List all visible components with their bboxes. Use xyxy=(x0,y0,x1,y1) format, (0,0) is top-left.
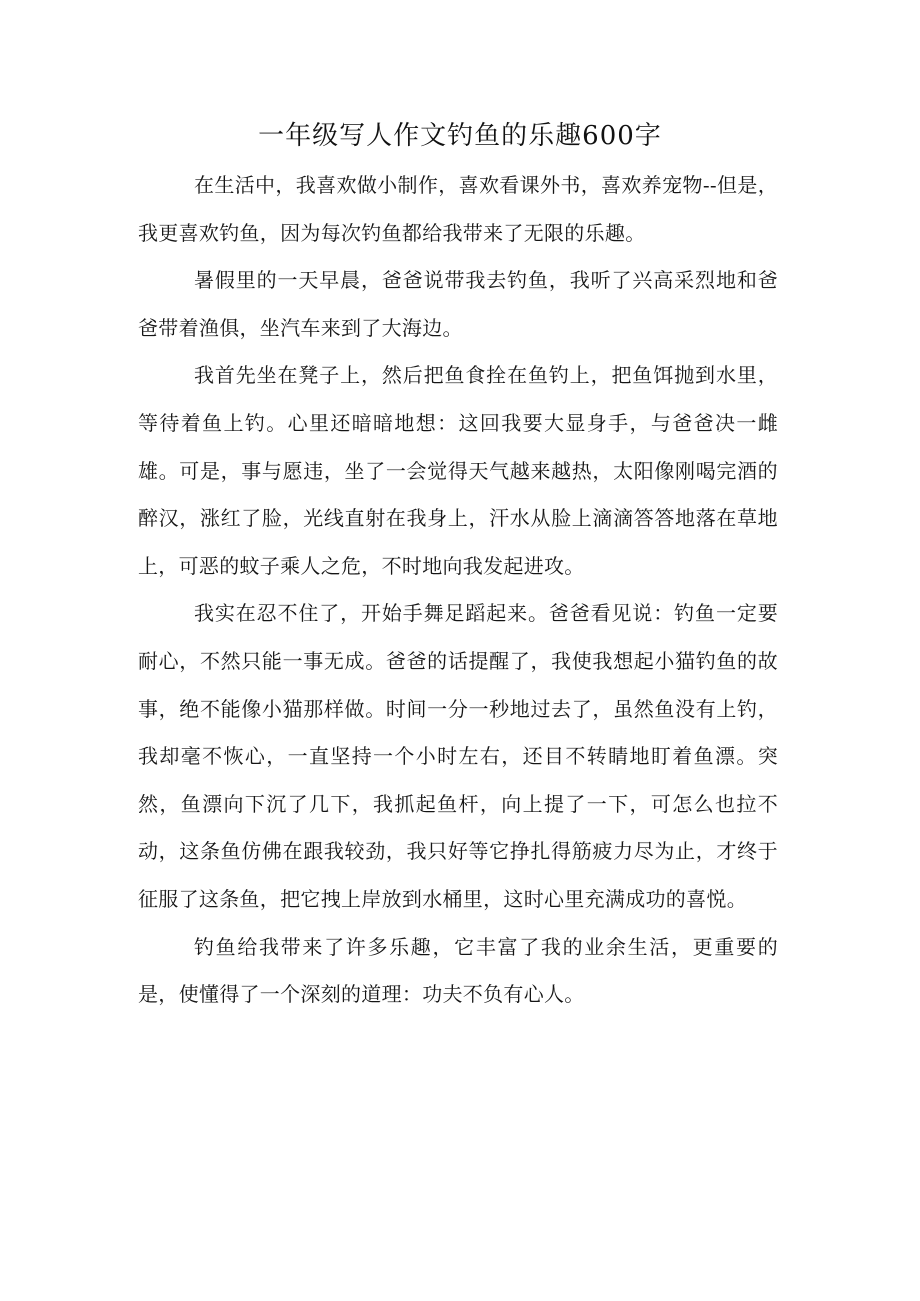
paragraph-5: 钓鱼给我带来了许多乐趣，它丰富了我的业余生活，更重要的是，使懂得了一个深刻的道理：功夫不负有心人。 xyxy=(138,934,778,1007)
paragraph-4: 我实在忍不住了，开始手舞足蹈起来。爸爸看见说：钓鱼一定要耐心，不然只能一事无成。爸爸的话提醒了，我使我想起小猫钓鱼的故事，绝不能像小猫那样做。时间一分一秒地过去了，虽然鱼没有上钓，我却毫不恢心，一直坚持一个小时左右，还目不转睛地盯着鱼漂。突然，鱼漂向下沉了几下，我抓起鱼杆，向上提了一下，可怎么也拉不动，这条鱼仿佛在跟我较劲，我只好等它挣扎得筋疲力尽为止，才终于征服了这条鱼，把它拽上岸放到水桶里，这时心里充满成功的喜悦。 xyxy=(138,601,778,911)
paragraph-3: 我首先坐在凳子上，然后把鱼食拴在鱼钓上，把鱼饵抛到水里，等待着鱼上钓。心里还暗暗地想：这回我要大显身手，与爸爸决一雌雄。可是，事与愿违，坐了一会觉得天气越来越热，太阳像刚喝完酒的醉汉，涨红了脸，光线直射在我身上，汗水从脸上滴滴答答地落在草地上，可恶的蚊子乘人之危，不时地向我发起进攻。 xyxy=(138,363,778,578)
paragraph-1: 在生活中，我喜欢做小制作，喜欢看课外书，喜欢养宠物--但是，我更喜欢钓鱼，因为每次钓鱼都给我带来了无限的乐趣。 xyxy=(138,173,778,245)
document-title: 一年级写人作文钓鱼的乐趣600字 xyxy=(258,121,662,151)
document-body xyxy=(138,162,778,1019)
paragraph-2: 暑假里的一天早晨，爸爸说带我去钓鱼，我听了兴高采烈地和爸爸带着渔俱，坐汽车来到了大海边。 xyxy=(138,268,778,340)
